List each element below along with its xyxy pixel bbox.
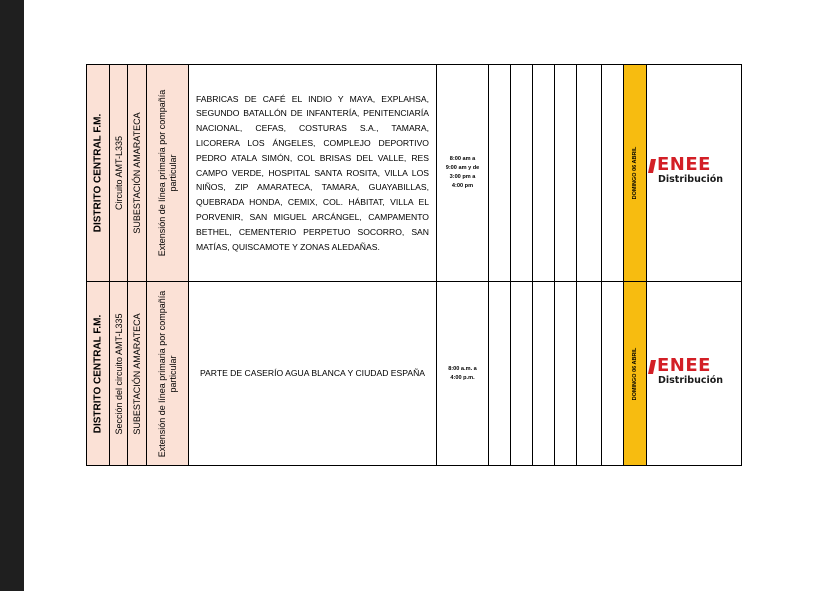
affected-areas-cell: PARTE DE CASERÍO AGUA BLANCA Y CIUDAD ESPAÑA	[189, 282, 437, 466]
time-line: 8:00 am a	[449, 156, 476, 162]
substation-cell	[128, 282, 147, 466]
enee-mark-icon	[648, 360, 656, 374]
time-line: 4:00 pm	[451, 183, 474, 189]
logo-brand: ENEE	[657, 154, 711, 175]
substation-text: SUBESTACIÓN AMARATECA	[132, 312, 142, 435]
time-cell	[437, 282, 489, 466]
substation-text: SUBESTACIÓN AMARATECA	[132, 112, 142, 234]
day-text: DOMINGO 06 ABRIL	[632, 347, 638, 400]
district-cell	[87, 65, 110, 282]
time-cell	[437, 65, 489, 282]
day-cell	[624, 65, 647, 282]
logo-subtitle: Distribución	[658, 374, 724, 386]
logo-brand: ENEE	[657, 354, 711, 376]
time-line: 4:00 p.m.	[450, 374, 475, 381]
logo-subtitle: Distribución	[658, 174, 724, 185]
substation-cell	[128, 65, 147, 282]
table-row	[87, 282, 742, 466]
viewer-sidebar	[0, 0, 24, 591]
day-cell	[624, 282, 647, 466]
empty-cell	[577, 282, 602, 466]
empty-cell	[602, 282, 624, 466]
enee-mark-icon	[648, 159, 656, 173]
time-line: 3:00 pm a	[449, 174, 476, 180]
enee-logo	[648, 154, 740, 189]
empty-cell	[489, 65, 511, 282]
district-cell	[87, 282, 110, 466]
empty-cell	[533, 65, 555, 282]
time-line: 8:00 a.m. a	[448, 365, 477, 372]
empty-cell	[489, 282, 511, 466]
circuit-cell	[110, 65, 128, 282]
enee-logo	[648, 354, 740, 390]
empty-cell	[555, 282, 577, 466]
empty-cell	[555, 65, 577, 282]
outage-schedule-table	[86, 64, 742, 466]
empty-cell	[602, 65, 624, 282]
empty-cell	[511, 282, 533, 466]
work-text: Extensión de línea primaria por compañía particular	[156, 290, 178, 457]
affected-areas-cell: FABRICAS DE CAFÉ EL INDIO Y MAYA, EXPLAHSA, SEGUNDO BATALLÓN DE INFANTERÍA, PENITENCIARÍA NACIONAL, CEFAS, COSTURAS S.A., TAMARA, LICORERA LOS ÁNGELES, COMPLEJO DEPORTIVO PEDRO ATALA SIMÓN, COL BRISAS DEL VALLE, RES CAMPO VERDE, HOSPITAL SANTA ROSITA, VILLA LOS NIÑOS, ZIP AMARATECA, TAMARA, GUAYABILLAS, QUEBRADA HONDA, CEMIX, COL. HÁBITAT, VILLA EL PORVENIR, SAN MIGUEL ARCÁNGEL, CAMPAMENTO BETHEL, CEMENTERIO PERPETUO SOCORRO, SAN MATÍAS, QUISCAMOTE Y ZONAS ALEDAÑAS.	[189, 65, 437, 282]
table-row	[87, 65, 742, 282]
empty-cell	[533, 282, 555, 466]
empty-cell	[511, 65, 533, 282]
logo-cell	[647, 282, 742, 466]
circuit-text: Circuito AMT-L335	[113, 135, 124, 211]
empty-cell	[577, 65, 602, 282]
logo-cell	[647, 65, 742, 282]
circuit-cell	[110, 282, 128, 466]
work-cell	[147, 65, 189, 282]
district-text: DISTRITO CENTRAL F.M.	[92, 113, 104, 233]
circuit-text: Sección del circuito AMT-L335	[113, 312, 124, 435]
work-cell	[147, 282, 189, 466]
work-text: Extensión de línea primaria por compañía particular	[156, 89, 178, 257]
day-text: DOMINGO 06 ABRIL	[632, 146, 638, 200]
district-text: DISTRITO CENTRAL F.M.	[92, 314, 104, 433]
document-page	[24, 0, 828, 591]
time-line: 9:00 am y de	[445, 165, 480, 171]
